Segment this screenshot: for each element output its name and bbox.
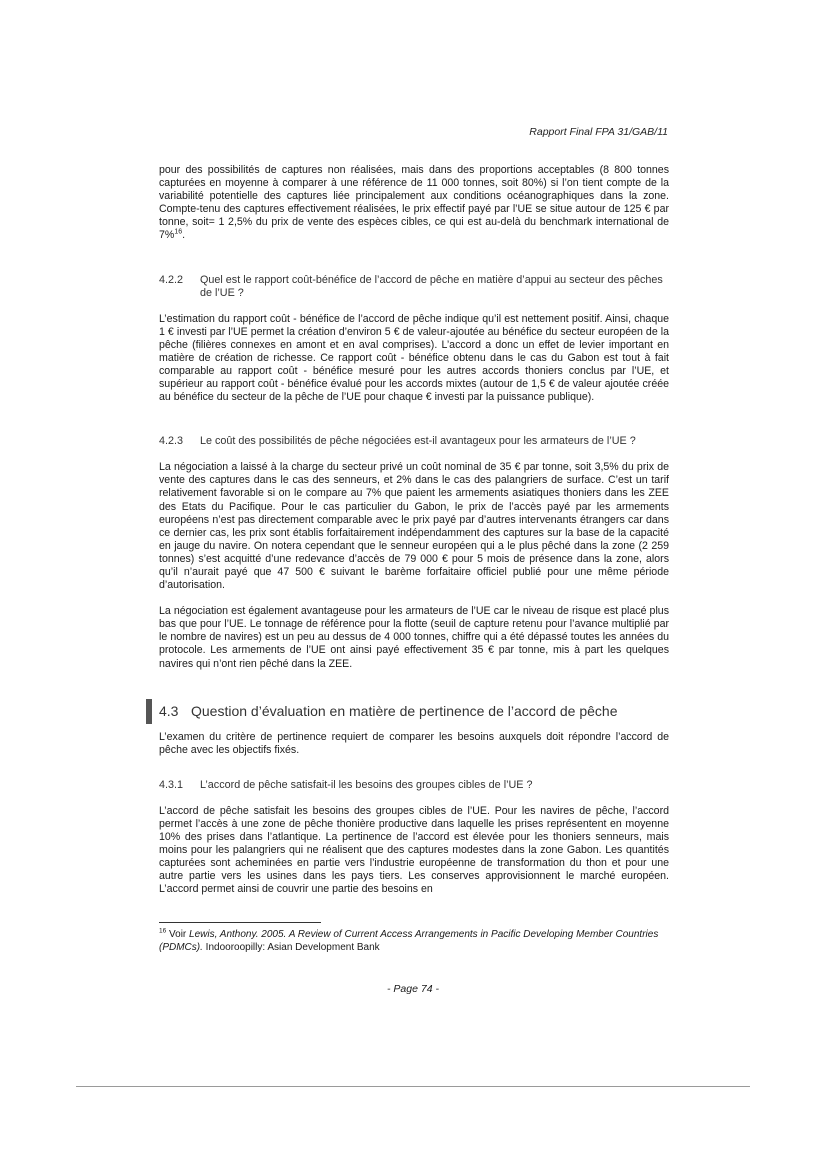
footnote-publisher: Indooroopilly: Asian Development Bank <box>202 942 380 953</box>
section-number: 4.2.3 <box>159 435 184 448</box>
intro-text-end: . <box>182 229 186 242</box>
section-heading-4-3-1 <box>159 779 669 792</box>
page-content <box>159 164 669 897</box>
section-number: 4.3 <box>159 702 179 719</box>
paragraph-target-groups: L’accord de pêche satisfait les besoins des groupes cibles de l’UE. Pour les navires de pêche, l’accord permet l’accès à une zone de pêche thonière productive dans laquelle les prises représentent en moyenne 10% des prises dans l’atlantique. La pertinence de l’accord est élevée pour les thoniers senneurs, mais moins pour les palangriers qui ne réalisent que des captures modestes dans la zone Gabon. Les quantités capturées sont acheminées en partie vers l’industrie européenne de transformation du thon et pour une autre partie vers les usines dans les pays tiers. Les conserves approvisionnent le marché européen. L’accord permet ainsi de couvrir une partie des besoins en <box>159 804 669 896</box>
section-heading-4-2-3 <box>159 435 669 448</box>
footnote-16 <box>159 928 669 954</box>
page-number: - Page 74 - <box>387 983 439 995</box>
paragraph-relevance: L’examen du critère de pertinence requiert de comparer les besoins auxquels doit répondre l’accord de pêche avec les objectifs fixés. <box>159 730 669 756</box>
intro-text: pour des possibilités de captures non réalisées, mais dans des proportions acceptables (8 800 tonnes capturées en moyenne à comparer à une référence de 11 000 tonnes, soit 80%) si l’on tient compte de la variabilité potentielle des captures liée principalement aux conditions océanographiques dans la zone. Compte-tenu des captures effectivement réalisées, le prix effectif payé par l’UE se situe autour de 125 € par tonne, soit= 1 2,5% du prix de vente des espèces cibles, ce qui est au-delà du benchmark international de 7% <box>159 164 669 242</box>
paragraph-negotiation-cost: La négociation a laissé à la charge du secteur privé un coût nominal de 35 € par tonne, soit 3,5% du prix de vente des captures dans le cas des senneurs, et 2% dans le cas des palangriers de surface. C’est un tarif relativement favorable si on le compare au 7% que paient les armements asiatiques thoniers dans les ZEE des Etats du Pacifique. Pour le cas particulier du Gabon, le prix de l’accès payé par les armements européens n’est pas directement comparable avec le prix payé par d’autres intervenants étrangers car dans ce dernier cas, les prix sont établis forfaitairement indépendamment des captures sur la base de la capacité en jauge du navire. On notera cependant que le senneur européen qui a le plus pêché dans la zone (2 259 tonnes) s’est acquitté d’une redevance d’accès de 79 000 € pour 5 mois de présence dans la zone, alors qu’il n’aurait payé que 47 500 € suivant le barème forfaitaire officiel publié pour une même période d’autorisation. <box>159 461 669 592</box>
heading-bar-marker <box>146 699 152 724</box>
footnote-citation: Lewis, Anthony. 2005. A Review of Current Access Arrangements in Pacific Developing Member Countries (PDMCs). <box>159 929 659 953</box>
section-heading-4-2-2 <box>159 274 669 300</box>
footnote-number: 16 <box>159 927 167 935</box>
footnote-ref-16[interactable]: 16 <box>174 228 183 236</box>
section-title: Quel est le rapport coût-bénéfice de l’accord de pêche en matière d’appui au secteur des pêches de l’UE ? <box>200 273 663 299</box>
footnote-prefix: Voir <box>166 929 190 940</box>
footnote-divider <box>159 922 321 923</box>
page-bottom-divider <box>76 1086 750 1087</box>
report-reference: Rapport Final FPA 31/GAB/11 <box>529 126 668 138</box>
section-title: Question d’évaluation en matière de pertinence de l’accord de pêche <box>191 702 618 719</box>
section-title: L’accord de pêche satisfait-il les besoins des groupes cibles de l’UE ? <box>200 778 533 791</box>
paragraph-negotiation-risk: La négociation est également avantageuse pour les armateurs de l’UE car le niveau de risque est placé plus bas que pour l’UE. Le tonnage de référence pour la flotte (seuil de capture retenu pour l’avance multiplié par le nombre de navires) est un peu au dessus de 4 000 tonnes, chiffre qui a été dépassé toutes les années du protocole. Les armements de l’UE ont ainsi payé effectivement 35 € par tonne, mis à part les quelques navires qui n’ont rien pêché dans la ZEE. <box>159 605 669 670</box>
section-number: 4.3.1 <box>159 778 184 791</box>
intro-paragraph <box>159 164 669 243</box>
paragraph-cost-benefit: L’estimation du rapport coût - bénéfice de l’accord de pêche indique qu’il est nettement positif. Ainsi, chaque 1 € investi par l’UE permet la création d’environ 5 € de valeur-ajoutée au bénéfice du secteur européen de la pêche (filières connexes en amont et en aval comprises). L’accord a donc un effet de levier important en matière de création de richesse. Ce rapport coût - bénéfice obtenu dans le cas du Gabon est tout à fait comparable au rapport coût - bénéfice mesuré pour les autres accords thoniers conclus par l’UE, et supérieur au rapport coût - bénéfice évalué pour les accords mixtes (autour de 1,5 € de valeur ajoutée créée au bénéfice du secteur de la pêche de l’UE pour chaque € investi par la puissance publique). <box>159 312 669 404</box>
section-title: Le coût des possibilités de pêche négociées est-il avantageux pour les armateurs de l’UE ? <box>200 435 636 448</box>
section-number: 4.2.2 <box>159 273 184 286</box>
section-heading-4-3 <box>159 702 669 719</box>
